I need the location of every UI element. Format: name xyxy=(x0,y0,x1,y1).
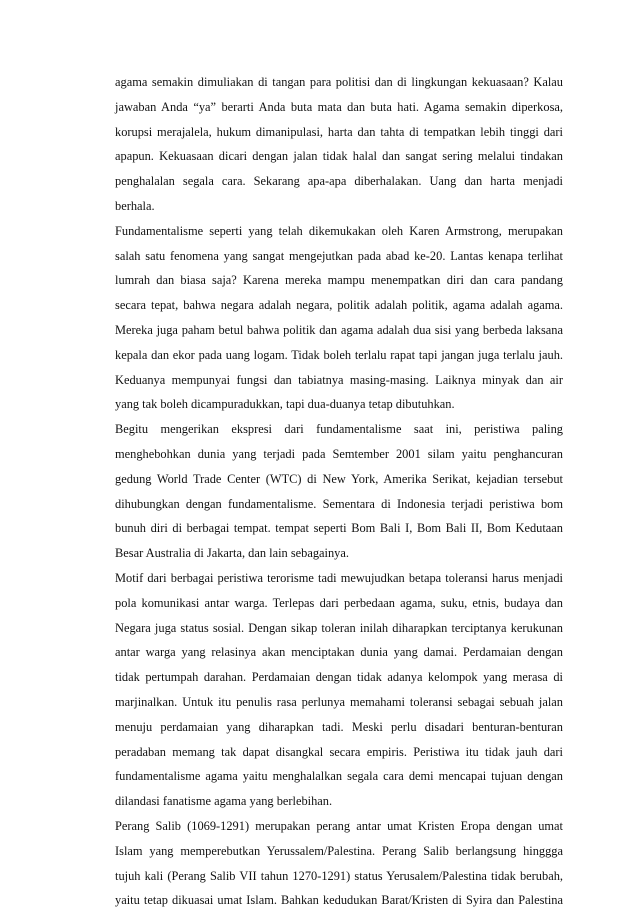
text-line: dihubungkan dengan fundamentalisme. Sementara di Indonesia terjadi peristiwa bom xyxy=(115,496,563,511)
text-line: jawaban Anda “ya” berarti Anda buta mata dan buta hati. Agama semakin diperkosa, xyxy=(115,99,563,114)
paragraph xyxy=(115,814,563,913)
text-line: berhala. xyxy=(115,198,155,213)
text-line: penghalalan segala cara. Sekarang apa-apa diberhalakan. Uang dan harta menjadi xyxy=(115,174,563,189)
paragraph xyxy=(115,566,563,814)
text-line: Motif dari berbagai peristiwa terorisme tadi mewujudkan betapa toleransi harus menjadi xyxy=(115,570,563,585)
text-line: Islam yang memperebutkan Yerussalem/Palestina. Perang Salib berlangsung hinggga xyxy=(115,843,563,858)
paragraph xyxy=(115,417,563,566)
text-line: Keduanya mempunyai fungsi dan tabiatnya masing-masing. Laiknya minyak dan air xyxy=(115,372,563,387)
text-line: yaitu tetap dikuasai umat Islam. Bahkan kedudukan Barat/Kristen di Syira dan Palestina xyxy=(115,893,563,908)
text-line: apapun. Kekuasaan dicari dengan jalan tidak halal dan sangat sering melalui tindakan xyxy=(115,149,563,164)
text-line: pola komunikasi antar warga. Terlepas dari perbedaan agama, suku, etnis, budaya dan xyxy=(115,595,563,610)
text-line: antar warga yang relasinya akan menciptakan dunia yang damai. Perdamaian dengan xyxy=(115,645,563,660)
text-line: kepala dan ekor pada uang logam. Tidak boleh terlalu rapat tapi jangan juga terlalu jauh. xyxy=(115,347,563,362)
body-text xyxy=(115,70,563,913)
text-line: lumrah dan biasa saja? Karena mereka mampu menempatkan diri dan cara pandang xyxy=(115,273,563,288)
text-line: gedung World Trade Center (WTC) di New York, Amerika Serikat, kejadian tersebut xyxy=(115,471,563,486)
text-line: korupsi merajalela, hukum dimanipulasi, harta dan tahta di tempatkan lebih tinggi dari xyxy=(115,124,563,139)
text-line: menuju perdamaian yang diharapkan tadi. Meski perlu disadari benturan-benturan xyxy=(115,719,563,734)
paragraph xyxy=(115,219,563,417)
text-line: peradaban memang tak dapat disangkal secara empiris. Peristiwa itu tidak jauh dari xyxy=(115,744,563,759)
text-line: Negara juga status sosial. Dengan sikap toleran inilah diharapkan terciptanya kerukunan xyxy=(115,620,563,635)
text-line: bunuh diri di berbagai tempat. tempat seperti Bom Bali I, Bom Bali II, Bom Kedutaan xyxy=(115,521,563,536)
text-line: Perang Salib (1069-1291) merupakan perang antar umat Kristen Eropa dengan umat xyxy=(115,818,563,833)
text-line: tujuh kali (Perang Salib VII tahun 1270-1291) status Yerusalem/Palestina tidak berubah, xyxy=(115,868,563,883)
text-line: fundamentalisme agama yaitu menghalalkan segala cara demi mencapai tujuan dengan xyxy=(115,769,563,784)
text-line: yang tak boleh dicampuradukkan, tapi dua-duanya tetap dibutuhkan. xyxy=(115,397,455,412)
text-line: secara tepat, bahwa negara adalah negara, politik adalah politik, agama adalah agama. xyxy=(115,298,563,313)
text-line: dilandasi fanatisme agama yang berlebihan. xyxy=(115,794,333,809)
text-line: Besar Australia di Jakarta, dan lain sebagainya. xyxy=(115,546,349,561)
text-line: marjinalkan. Untuk itu penulis rasa perlunya memahami toleransi sebagai sebuah jalan xyxy=(115,694,563,709)
text-line: tidak pertumpah darahan. Perdamaian dengan tidak adanya kelompok yang merasa di xyxy=(115,670,563,685)
paragraph xyxy=(115,70,563,219)
text-line: agama semakin dimuliakan di tangan para politisi dan di lingkungan kekuasaan? Kalau xyxy=(115,75,563,89)
text-line: salah satu fenomena yang sangat mengejutkan pada abad ke-20. Lantas kenapa terlihat xyxy=(115,248,563,263)
text-line: Begitu mengerikan ekspresi dari fundamentalisme saat ini, peristiwa paling xyxy=(115,422,563,437)
text-line: Mereka juga paham betul bahwa politik dan agama adalah dua sisi yang berbeda laksana xyxy=(115,322,563,337)
text-line: Fundamentalisme seperti yang telah dikemukakan oleh Karen Armstrong, merupakan xyxy=(115,223,563,238)
text-line: menghebohkan dunia yang terjadi pada Semtember 2001 silam yaitu penghancuran xyxy=(115,446,563,461)
